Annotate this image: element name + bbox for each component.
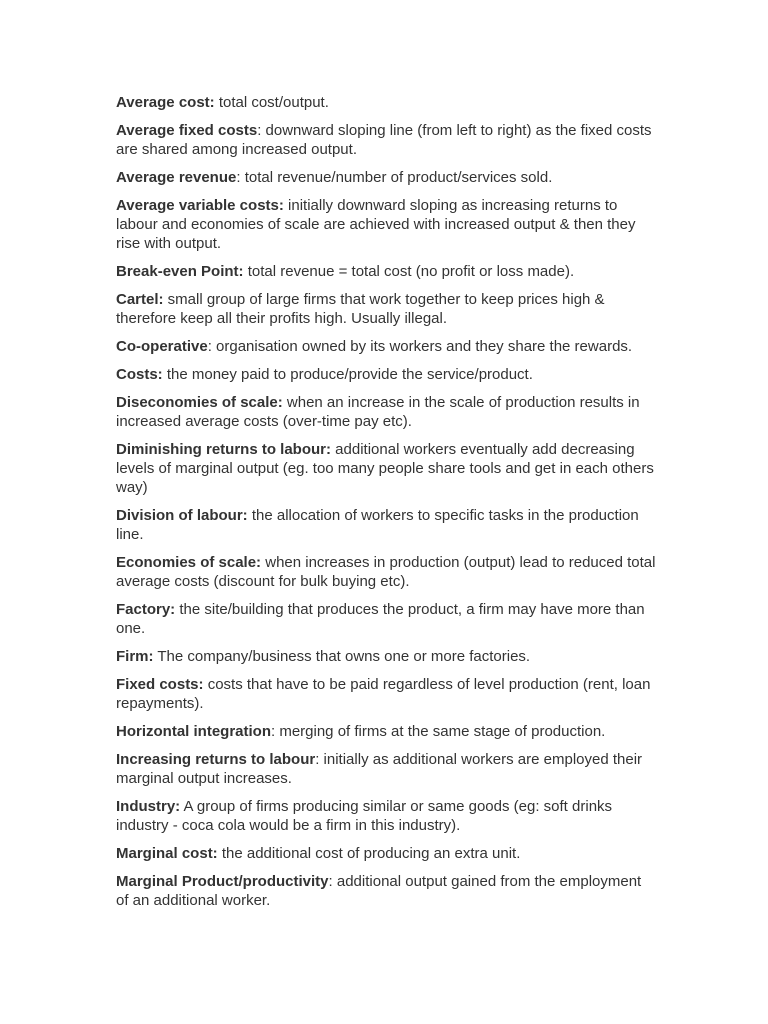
glossary-term: Marginal Product/productivity [116,873,329,890]
glossary-term: Industry: [116,798,181,815]
glossary-term: Co-operative [116,338,208,355]
glossary-definition: : additional output gained from the employment of an additional worker. [116,873,642,909]
glossary-definition: total revenue = total cost (no profit or loss made). [243,263,575,280]
glossary-definition: additional workers eventually add decreasing levels of marginal output (eg. too many people share tools and get in each others way) [116,441,654,496]
glossary-definition: : merging of firms at the same stage of production. [271,723,606,740]
glossary-definition: when an increase in the scale of production results in increased average costs (over-time pay etc). [116,394,640,430]
glossary-entry-diseconomies-of-scale [116,393,656,431]
glossary-term: Diminishing returns to labour: [116,441,332,458]
glossary-term: Cartel: [116,291,164,308]
glossary-entry-firm [116,647,656,666]
glossary-entry-division-of-labour [116,506,656,544]
glossary-definition: : total revenue/number of product/services sold. [236,169,553,186]
glossary-entry-marginal-product [116,872,656,910]
glossary-entry-economies-of-scale [116,553,656,591]
glossary-definition: : organisation owned by its workers and they share the rewards. [207,338,633,355]
glossary-entry-co-operative [116,337,656,356]
glossary-entry-horizontal-integration [116,722,656,741]
glossary-term: Average variable costs: [116,197,284,214]
glossary-term: Firm: [116,648,154,665]
glossary-definition: the allocation of workers to specific tasks in the production line. [116,507,639,543]
glossary-definition: small group of large firms that work together to keep prices high & therefore keep all their profits high. Usually illegal. [116,291,605,327]
glossary-document [116,93,656,919]
glossary-definition: the site/building that produces the product, a firm may have more than one. [116,601,645,637]
glossary-term: Average cost: [116,94,215,111]
glossary-definition: A group of firms producing similar or same goods (eg: soft drinks industry - coca cola would be a firm in this industry). [116,798,613,834]
glossary-entry-break-even-point [116,262,656,281]
glossary-definition: : initially as additional workers are employed their marginal output increases. [116,751,643,787]
glossary-definition: total cost/output. [214,94,329,111]
glossary-entry-factory [116,600,656,638]
glossary-definition: The company/business that owns one or more factories. [153,648,531,665]
glossary-term: Fixed costs: [116,676,204,693]
glossary-entry-marginal-cost [116,844,656,863]
glossary-term: Break-even Point: [116,263,244,280]
glossary-definition: : downward sloping line (from left to right) as the fixed costs are shared among increased output. [116,122,652,158]
glossary-entry-increasing-returns-to-labour [116,750,656,788]
glossary-term: Factory: [116,601,176,618]
glossary-term: Division of labour: [116,507,248,524]
glossary-entry-average-revenue [116,168,656,187]
glossary-entry-diminishing-returns-to-labour [116,440,656,497]
glossary-term: Average revenue [116,169,237,186]
glossary-definition: initially downward sloping as increasing returns to labour and economies of scale are achieved with increased output & then they rise with output. [116,197,636,252]
glossary-entry-cartel [116,290,656,328]
glossary-entry-industry [116,797,656,835]
glossary-term: Increasing returns to labour [116,751,316,768]
glossary-definition: the money paid to produce/provide the service/product. [162,366,533,383]
glossary-entry-average-variable-costs [116,196,656,253]
glossary-term: Diseconomies of scale: [116,394,283,411]
glossary-term: Horizontal integration [116,723,271,740]
glossary-entry-fixed-costs [116,675,656,713]
glossary-entry-average-fixed-costs [116,121,656,159]
glossary-term: Economies of scale: [116,554,262,571]
glossary-definition: costs that have to be paid regardless of level production (rent, loan repayments). [116,676,651,712]
glossary-definition: when increases in production (output) lead to reduced total average costs (discount for bulk buying etc). [116,554,656,590]
glossary-definition: the additional cost of producing an extra unit. [217,845,521,862]
glossary-term: Average fixed costs [116,122,258,139]
glossary-term: Marginal cost: [116,845,218,862]
glossary-term: Costs: [116,366,163,383]
glossary-entry-average-cost [116,93,656,112]
glossary-entry-costs [116,365,656,384]
